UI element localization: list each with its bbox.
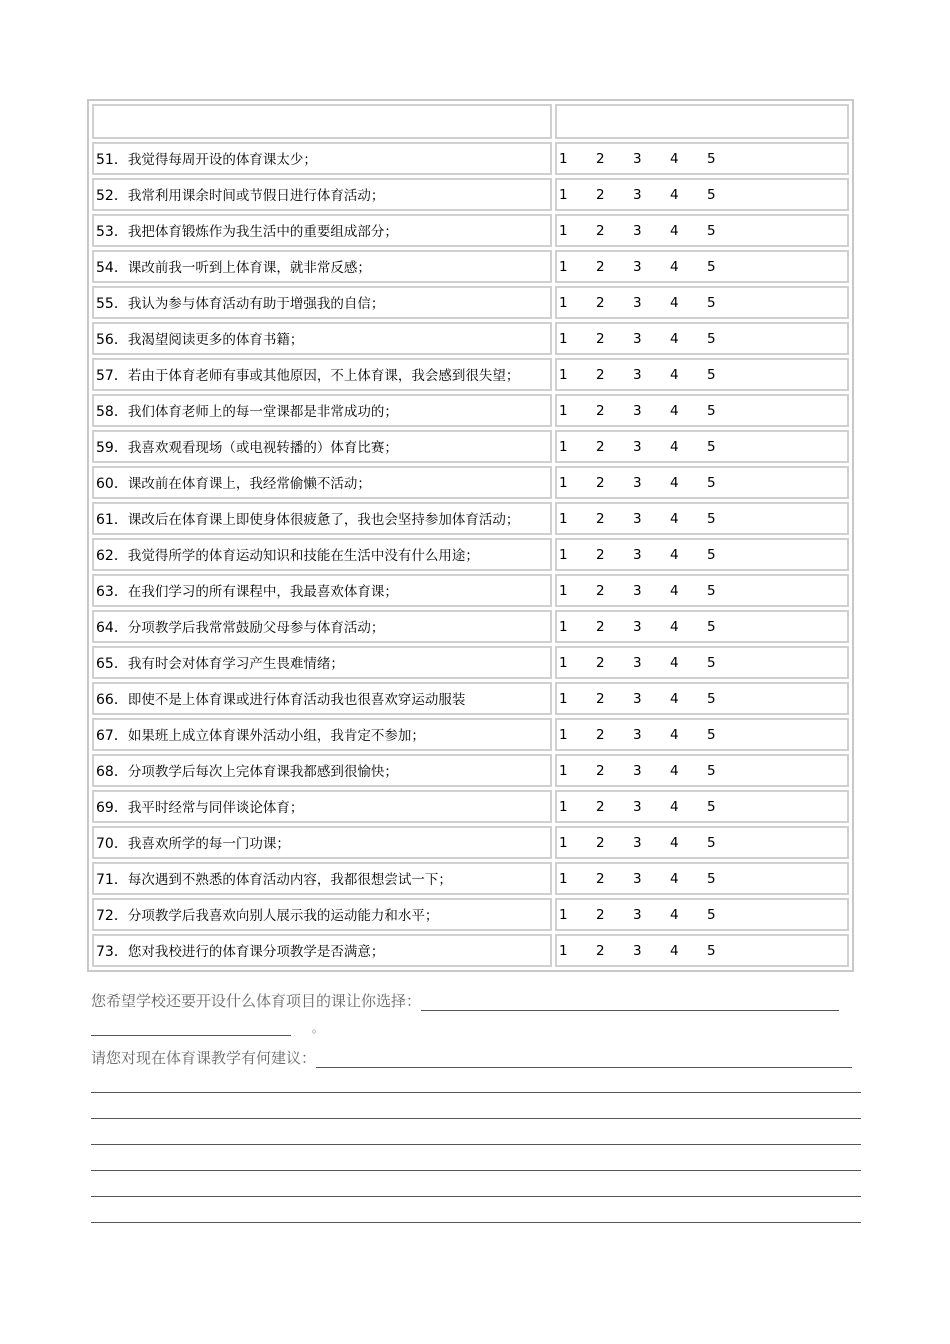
rating-option[interactable]: 5: [707, 186, 716, 203]
question-number: 72．: [96, 908, 128, 924]
rating-option[interactable]: 1: [559, 150, 568, 167]
rating-option[interactable]: 1: [559, 546, 568, 563]
rating-option[interactable]: 2: [596, 546, 605, 563]
question-cell: [92, 826, 552, 859]
question-row: [92, 646, 849, 679]
advice-answer-line-4[interactable]: [91, 1170, 861, 1171]
rating-option[interactable]: 3: [633, 330, 642, 347]
rating-option[interactable]: 4: [670, 222, 679, 239]
rating-option[interactable]: 4: [670, 402, 679, 419]
rating-option[interactable]: 5: [707, 258, 716, 275]
rating-scale: [555, 754, 849, 787]
rating-option[interactable]: 3: [633, 906, 642, 923]
question-number: 70．: [96, 836, 128, 852]
question-row: [92, 718, 849, 751]
rating-option[interactable]: 2: [596, 438, 605, 455]
question-text: 若由于体育老师有事或其他原因，不上体育课，我会感到很失望；: [127, 368, 520, 384]
question-text: 我常利用课余时间或节假日进行体育活动；: [127, 188, 385, 204]
rating-option[interactable]: 4: [670, 906, 679, 923]
rating-option[interactable]: 5: [707, 546, 716, 563]
rating-option[interactable]: 1: [559, 186, 568, 203]
question-row: [92, 754, 849, 787]
question-row: [92, 826, 849, 859]
rating-option[interactable]: 3: [633, 546, 642, 563]
rating-option[interactable]: 4: [670, 510, 679, 527]
rating-option[interactable]: 3: [633, 870, 642, 887]
rating-option[interactable]: 2: [596, 186, 605, 203]
question-cell: [92, 142, 552, 175]
question-cell: [92, 250, 552, 283]
rating-option[interactable]: 1: [559, 402, 568, 419]
rating-option[interactable]: 2: [596, 870, 605, 887]
rating-option[interactable]: 2: [596, 258, 605, 275]
rating-option[interactable]: 3: [633, 474, 642, 491]
question-cell: [92, 214, 552, 247]
rating-option[interactable]: 5: [707, 150, 716, 167]
question-text: 我把体育锻炼作为我生活中的重要组成部分；: [127, 224, 398, 240]
rating-option[interactable]: 5: [707, 330, 716, 347]
rating-option[interactable]: 1: [559, 582, 568, 599]
rating-option[interactable]: 4: [670, 186, 679, 203]
rating-option[interactable]: 4: [670, 654, 679, 671]
table-header-row: [92, 104, 849, 139]
rating-option[interactable]: 5: [707, 654, 716, 671]
question-cell: [92, 430, 552, 463]
rating-option[interactable]: 4: [670, 870, 679, 887]
rating-option[interactable]: 3: [633, 726, 642, 743]
rating-option[interactable]: 3: [633, 402, 642, 419]
question-text: 您对我校进行的体育课分项教学是否满意；: [127, 944, 385, 960]
question-number: 64．: [96, 620, 128, 636]
rating-option[interactable]: 1: [559, 366, 568, 383]
rating-option[interactable]: 1: [559, 834, 568, 851]
rating-scale: [555, 682, 849, 715]
rating-option[interactable]: 2: [596, 582, 605, 599]
rating-option[interactable]: 3: [633, 618, 642, 635]
question-row: [92, 394, 849, 427]
rating-option[interactable]: 5: [707, 870, 716, 887]
rating-scale: [555, 538, 849, 571]
rating-option[interactable]: 2: [596, 942, 605, 959]
rating-option[interactable]: 1: [559, 330, 568, 347]
question-cell: [92, 394, 552, 427]
header-cell-scale: [555, 104, 849, 139]
advice-prompt: 请您对现在体育课教学有何建议：: [91, 1049, 317, 1067]
project-question-cont: [91, 1017, 871, 1036]
question-text: 我喜欢观看现场（或电视转播的）体育比赛；: [127, 440, 398, 456]
rating-option[interactable]: 1: [559, 942, 568, 959]
rating-option[interactable]: 4: [670, 546, 679, 563]
question-row: [92, 286, 849, 319]
question-number: 51．: [96, 152, 128, 168]
question-number: 58．: [96, 404, 128, 420]
question-number: 54．: [96, 260, 128, 276]
survey-table: [87, 99, 854, 972]
question-row: [92, 250, 849, 283]
question-row: [92, 466, 849, 499]
rating-option[interactable]: 4: [670, 762, 679, 779]
rating-option[interactable]: 2: [596, 762, 605, 779]
question-cell: [92, 682, 552, 715]
advice-question: [91, 1047, 871, 1068]
rating-option[interactable]: 4: [670, 330, 679, 347]
rating-option[interactable]: 5: [707, 366, 716, 383]
question-cell: [92, 898, 552, 931]
question-text: 即使不是上体育课或进行体育活动我也很喜欢穿运动服装: [127, 692, 466, 708]
question-text: 课改前我一听到上体育课，就非常反感；: [127, 260, 371, 276]
question-text: 我们体育老师上的每一堂课都是非常成功的；: [127, 404, 398, 420]
rating-option[interactable]: 2: [596, 402, 605, 419]
rating-option[interactable]: 5: [707, 474, 716, 491]
rating-option[interactable]: 3: [633, 942, 642, 959]
rating-scale: [555, 394, 849, 427]
question-cell: [92, 502, 552, 535]
question-row: [92, 538, 849, 571]
rating-option[interactable]: 1: [559, 258, 568, 275]
rating-option[interactable]: 2: [596, 294, 605, 311]
question-cell: [92, 466, 552, 499]
rating-option[interactable]: 2: [596, 150, 605, 167]
rating-option[interactable]: 3: [633, 510, 642, 527]
rating-option[interactable]: 1: [559, 618, 568, 635]
question-row: [92, 934, 849, 967]
rating-option[interactable]: 2: [596, 690, 605, 707]
project-answer-line-2[interactable]: [91, 1017, 291, 1036]
rating-option[interactable]: 3: [633, 150, 642, 167]
advice-answer-line-3[interactable]: [91, 1144, 861, 1145]
rating-option[interactable]: 1: [559, 222, 568, 239]
advice-answer-line-2[interactable]: [91, 1118, 861, 1119]
rating-scale: [555, 826, 849, 859]
question-text: 分项教学后每次上完体育课我都感到很愉快；: [127, 764, 398, 780]
question-row: [92, 862, 849, 895]
rating-option[interactable]: 5: [707, 402, 716, 419]
advice-answer-line-6[interactable]: [91, 1222, 861, 1223]
question-number: 56．: [96, 332, 128, 348]
project-answer-line-1[interactable]: [421, 992, 839, 1011]
header-cell-question: [92, 104, 552, 139]
rating-scale: [555, 610, 849, 643]
question-cell: [92, 934, 552, 967]
question-text: 我喜欢所学的每一门功课；: [127, 836, 290, 852]
question-cell: [92, 718, 552, 751]
rating-scale: [555, 574, 849, 607]
rating-option[interactable]: 1: [559, 798, 568, 815]
rating-option[interactable]: 3: [633, 654, 642, 671]
question-text: 我有时会对体育学习产生畏难情绪；: [127, 656, 344, 672]
question-number: 66．: [96, 692, 128, 708]
advice-answer-line-0[interactable]: [316, 1049, 852, 1068]
question-cell: [92, 178, 552, 211]
rating-option[interactable]: 1: [559, 870, 568, 887]
question-row: [92, 502, 849, 535]
question-number: 63．: [96, 584, 128, 600]
rating-scale: [555, 286, 849, 319]
rating-option[interactable]: 3: [633, 366, 642, 383]
rating-option[interactable]: 1: [559, 474, 568, 491]
question-number: 68．: [96, 764, 128, 780]
rating-option[interactable]: 3: [633, 762, 642, 779]
question-number: 71．: [96, 872, 128, 888]
rating-option[interactable]: 2: [596, 222, 605, 239]
question-text: 我觉得所学的体育运动知识和技能在生活中没有什么用途；: [127, 548, 479, 564]
rating-option[interactable]: 4: [670, 798, 679, 815]
question-cell: [92, 790, 552, 823]
rating-option[interactable]: 3: [633, 258, 642, 275]
period: 。: [311, 1021, 324, 1035]
question-row: [92, 898, 849, 931]
question-text: 每次遇到不熟悉的体育活动内容，我都很想尝试一下；: [127, 872, 452, 888]
rating-option[interactable]: 4: [670, 438, 679, 455]
rating-option[interactable]: 5: [707, 762, 716, 779]
question-row: [92, 322, 849, 355]
rating-option[interactable]: 2: [596, 906, 605, 923]
question-cell: [92, 286, 552, 319]
question-row: [92, 142, 849, 175]
rating-option[interactable]: 2: [596, 474, 605, 491]
question-text: 在我们学习的所有课程中，我最喜欢体育课；: [127, 584, 398, 600]
rating-option[interactable]: 5: [707, 510, 716, 527]
question-row: [92, 430, 849, 463]
rating-option[interactable]: 4: [670, 150, 679, 167]
rating-option[interactable]: 5: [707, 294, 716, 311]
rating-option[interactable]: 2: [596, 330, 605, 347]
rating-option[interactable]: 4: [670, 258, 679, 275]
rating-scale: [555, 358, 849, 391]
question-cell: [92, 358, 552, 391]
question-row: [92, 574, 849, 607]
project-prompt: 您希望学校还要开设什么体育项目的课让你选择：: [91, 992, 422, 1010]
rating-option[interactable]: 5: [707, 690, 716, 707]
question-cell: [92, 862, 552, 895]
advice-answer-line-1[interactable]: [91, 1092, 861, 1093]
rating-option[interactable]: 2: [596, 834, 605, 851]
rating-option[interactable]: 1: [559, 438, 568, 455]
rating-option[interactable]: 5: [707, 438, 716, 455]
question-row: [92, 358, 849, 391]
rating-option[interactable]: 3: [633, 186, 642, 203]
question-text: 分项教学后我喜欢向别人展示我的运动能力和水平；: [127, 908, 439, 924]
rating-option[interactable]: 1: [559, 510, 568, 527]
rating-option[interactable]: 4: [670, 294, 679, 311]
rating-scale: [555, 502, 849, 535]
rating-option[interactable]: 4: [670, 474, 679, 491]
rating-scale: [555, 322, 849, 355]
rating-option[interactable]: 5: [707, 906, 716, 923]
rating-scale: [555, 718, 849, 751]
question-text: 我认为参与体育活动有助于增强我的自信；: [127, 296, 385, 312]
rating-option[interactable]: 4: [670, 942, 679, 959]
question-cell: [92, 322, 552, 355]
rating-scale: [555, 934, 849, 967]
question-number: 61．: [96, 512, 128, 528]
question-text: 我觉得每周开设的体育课太少；: [127, 152, 317, 168]
question-row: [92, 214, 849, 247]
question-number: 73．: [96, 944, 128, 960]
rating-option[interactable]: 4: [670, 582, 679, 599]
rating-option[interactable]: 5: [707, 582, 716, 599]
question-row: [92, 682, 849, 715]
rating-scale: [555, 790, 849, 823]
rating-option[interactable]: 2: [596, 618, 605, 635]
question-number: 52．: [96, 188, 128, 204]
rating-option[interactable]: 1: [559, 762, 568, 779]
question-cell: [92, 574, 552, 607]
rating-scale: [555, 862, 849, 895]
rating-option[interactable]: 2: [596, 798, 605, 815]
question-text: 我平时经常与同伴谈论体育；: [127, 800, 304, 816]
rating-option[interactable]: 3: [633, 834, 642, 851]
rating-option[interactable]: 3: [633, 438, 642, 455]
question-cell: [92, 538, 552, 571]
rating-option[interactable]: 3: [633, 798, 642, 815]
rating-scale: [555, 430, 849, 463]
question-number: 60．: [96, 476, 128, 492]
rating-option[interactable]: 4: [670, 834, 679, 851]
rating-option[interactable]: 5: [707, 222, 716, 239]
rating-option[interactable]: 5: [707, 798, 716, 815]
rating-option[interactable]: 2: [596, 366, 605, 383]
question-row: [92, 790, 849, 823]
rating-option[interactable]: 5: [707, 834, 716, 851]
rating-option[interactable]: 1: [559, 906, 568, 923]
question-number: 69．: [96, 800, 128, 816]
rating-option[interactable]: 4: [670, 618, 679, 635]
rating-scale: [555, 142, 849, 175]
question-text: 课改后在体育课上即使身体很疲惫了，我也会坚持参加体育活动；: [127, 512, 520, 528]
rating-option[interactable]: 5: [707, 726, 716, 743]
rating-option[interactable]: 1: [559, 726, 568, 743]
rating-option[interactable]: 2: [596, 726, 605, 743]
rating-scale: [555, 178, 849, 211]
rating-option[interactable]: 2: [596, 510, 605, 527]
rating-option[interactable]: 1: [559, 690, 568, 707]
question-number: 59．: [96, 440, 128, 456]
rating-scale: [555, 250, 849, 283]
question-cell: [92, 754, 552, 787]
rating-scale: [555, 898, 849, 931]
rating-option[interactable]: 1: [559, 654, 568, 671]
rating-option[interactable]: 4: [670, 726, 679, 743]
rating-option[interactable]: 3: [633, 222, 642, 239]
question-number: 57．: [96, 368, 128, 384]
rating-option[interactable]: 3: [633, 294, 642, 311]
rating-scale: [555, 646, 849, 679]
question-text: 课改前在体育课上，我经常偷懒不活动；: [127, 476, 371, 492]
question-number: 67．: [96, 728, 128, 744]
project-question: [91, 990, 871, 1011]
advice-answer-line-5[interactable]: [91, 1196, 861, 1197]
rating-option[interactable]: 4: [670, 366, 679, 383]
question-text: 我渴望阅读更多的体育书籍；: [127, 332, 304, 348]
question-text: 如果班上成立体育课外活动小组，我肯定不参加；: [127, 728, 425, 744]
question-cell: [92, 646, 552, 679]
rating-option[interactable]: 1: [559, 294, 568, 311]
rating-option[interactable]: 2: [596, 654, 605, 671]
question-number: 55．: [96, 296, 128, 312]
question-row: [92, 178, 849, 211]
rating-option[interactable]: 5: [707, 618, 716, 635]
question-number: 62．: [96, 548, 128, 564]
question-row: [92, 610, 849, 643]
question-cell: [92, 610, 552, 643]
rating-option[interactable]: 3: [633, 690, 642, 707]
rating-scale: [555, 466, 849, 499]
question-number: 53．: [96, 224, 128, 240]
rating-option[interactable]: 5: [707, 942, 716, 959]
question-number: 65．: [96, 656, 128, 672]
rating-scale: [555, 214, 849, 247]
rating-option[interactable]: 4: [670, 690, 679, 707]
question-text: 分项教学后我常常鼓励父母参与体育活动；: [127, 620, 385, 636]
rating-option[interactable]: 3: [633, 582, 642, 599]
